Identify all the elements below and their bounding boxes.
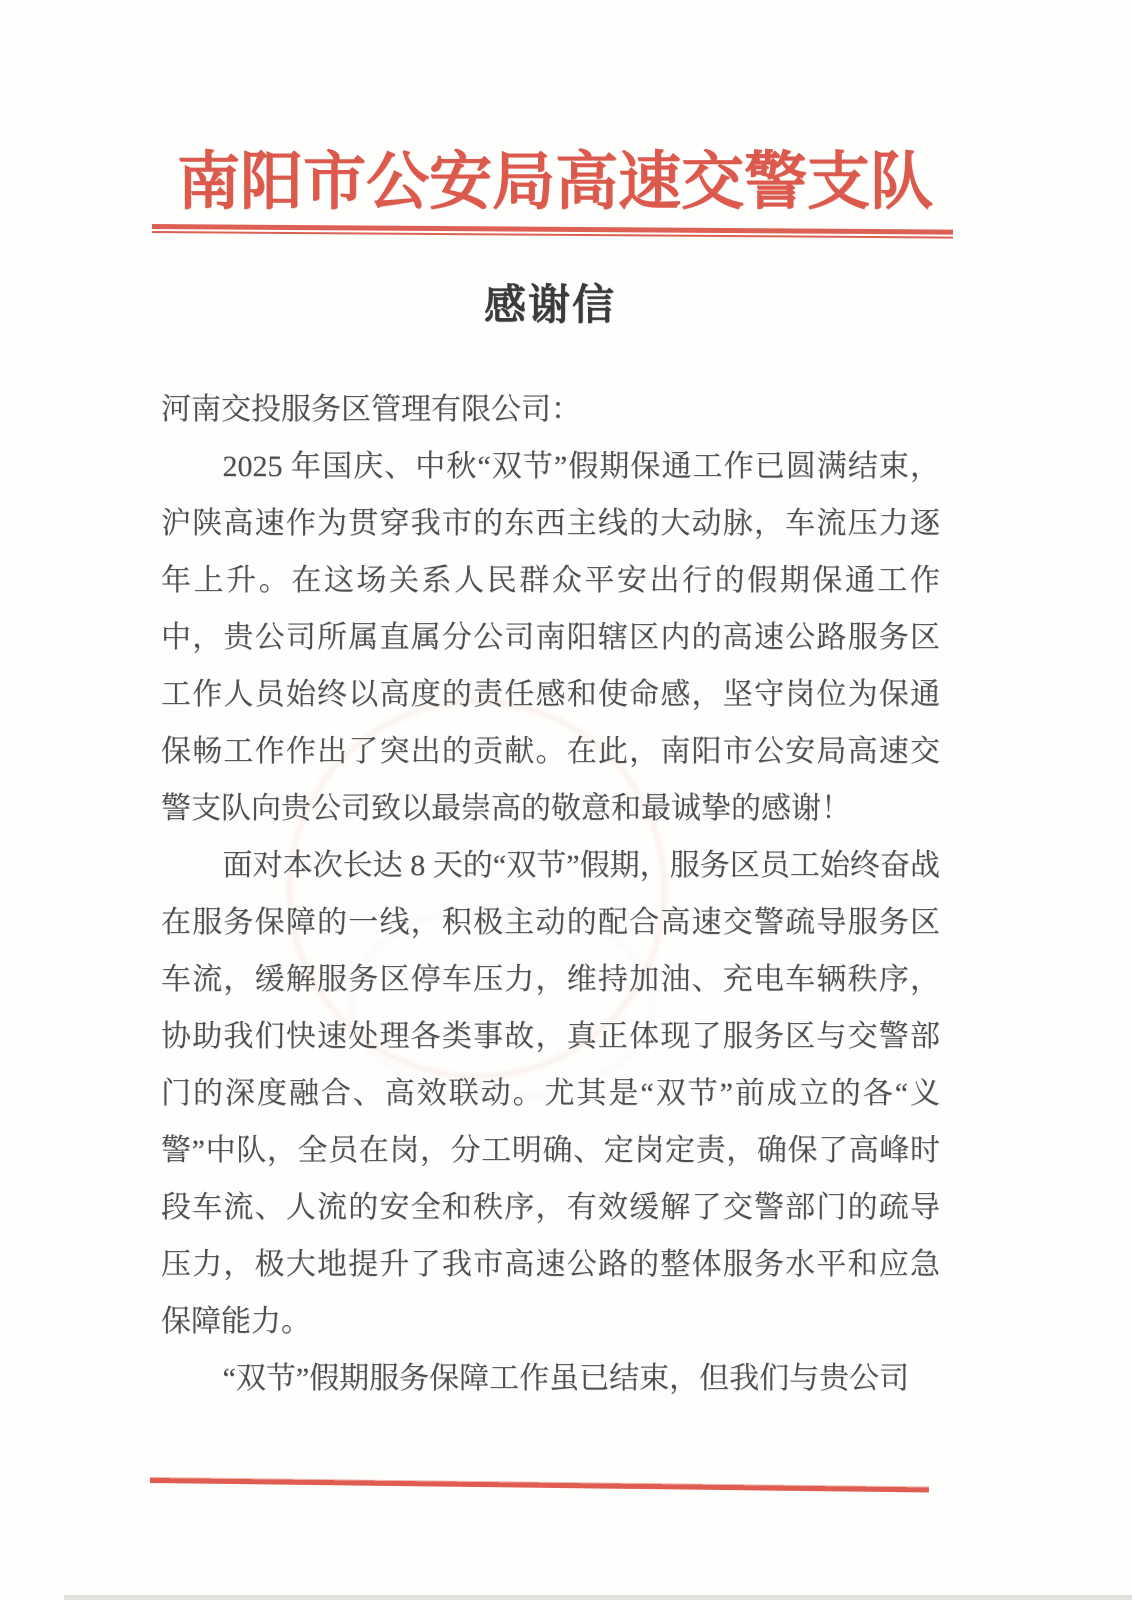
paragraph-1: 2025 年国庆、中秋“双节”假期保通工作已圆满结束，沪陕高速作为贯穿我市的东西主线的大动脉，车流压力逐年上升。在这场关系人民群众平安出行的假期保通工作中，贵公司所属直属分公司南阳辖区内的高速公路服务区工作人员始终以高度的责任感和使命感，坚守岗位为保通保畅工作作出了突出的贡献。在此，南阳市公安局高速交警支队向贵公司致以最崇高的敬意和最诚挚的感谢！: [161, 450, 940, 825]
salutation-line: 河南交投服务区管理有限公司：: [161, 393, 581, 426]
letterhead-double-rule: [152, 224, 953, 239]
paragraph-3: “双节”假期服务保障工作虽已结束，但我们与贵公司: [222, 1362, 910, 1395]
document-title-wrap: [160, 283, 940, 329]
document-title: 感谢信: [483, 283, 616, 329]
paragraph-2: 面对本次长达 8 天的“双节”假期，服务区员工始终奋战在服务保障的一线，积极主动的配合高速交警疏导服务区车流，缓解服务区停车压力，维持加油、充电车辆秩序，协助我们快速处理各类事故，真正体现了服务区与交警部门的深度融合、高效联动。尤其是“双节”前成立的各“义警”中队，全员在岗，分工明确、定岗定责，确保了高峰时段车流、人流的安全和秩序，有效缓解了交警部门的疏导压力，极大地提升了我市高速公路的整体服务水平和应急保障能力。: [161, 849, 940, 1338]
footer-rule: [150, 1477, 929, 1493]
scan-edge-artifact: [64, 1595, 1132, 1600]
letterhead-title: 南阳市公安局高速交警支队: [177, 147, 933, 217]
letter-body: [161, 381, 940, 1407]
